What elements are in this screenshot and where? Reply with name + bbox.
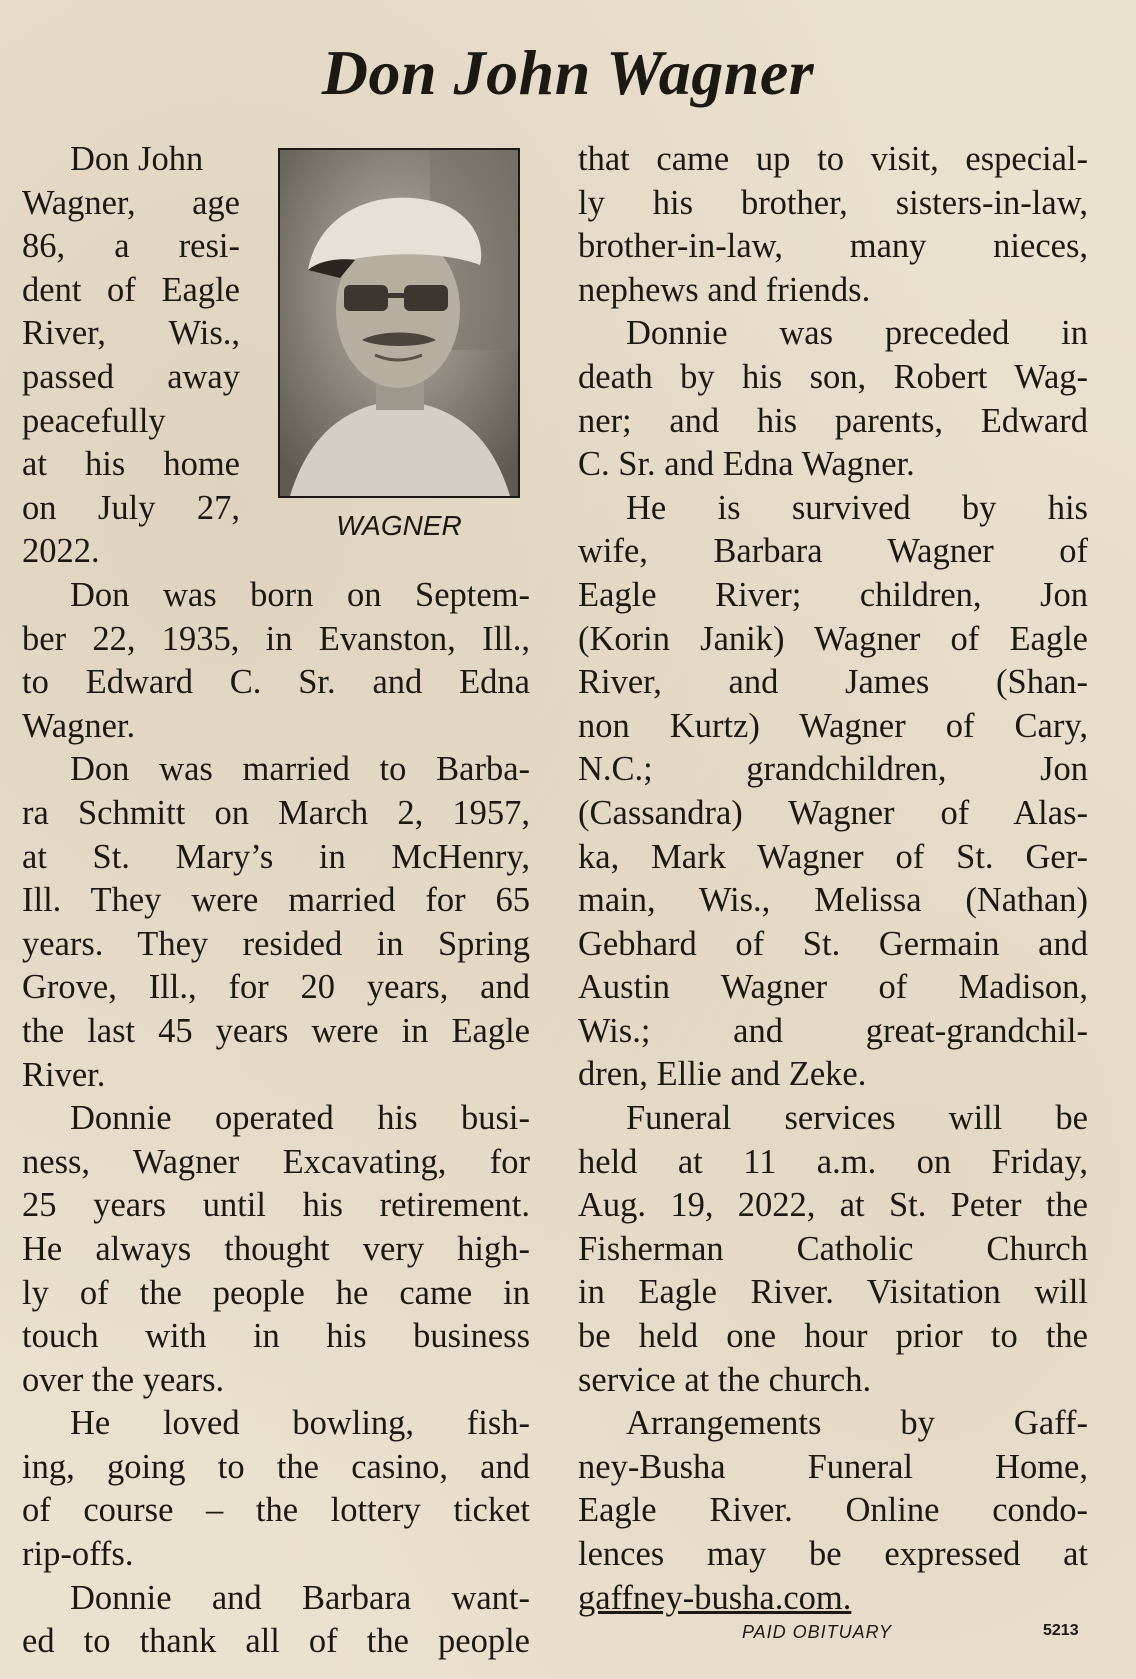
text-line: Austin Wagner of Madison,: [578, 968, 1088, 1007]
portrait-photo: [278, 148, 520, 498]
text-line: Funeral services will be: [626, 1099, 1088, 1138]
text-line: non Kurtz) Wagner of Cary,: [578, 706, 1088, 745]
text-line: Don was born on Septem-: [70, 576, 530, 614]
intro-line: 2022.: [22, 532, 100, 571]
text-line: Wis.; and great-grandchil-: [578, 1011, 1088, 1050]
text-line: Eagle River. Online condo-: [578, 1491, 1088, 1530]
text-line: held at 11 a.m. on Friday,: [578, 1142, 1088, 1181]
funeral-home-website-link[interactable]: gaffney-busha.com.: [578, 1578, 852, 1617]
text-line: He is survived by his: [626, 488, 1088, 527]
intro-line: Don John: [70, 140, 204, 178]
intro-line: passed away: [22, 357, 240, 396]
text-line: touch with in his business: [22, 1317, 530, 1356]
right-column-text: [578, 138, 1088, 1620]
text-line: ed to thank all of the people: [22, 1622, 530, 1661]
text-line: (Korin Janik) Wagner of Eagle: [578, 619, 1088, 658]
text-line: over the years.: [22, 1360, 225, 1399]
text-line: dren, Ellie and Zeke.: [578, 1055, 867, 1094]
text-line: years. They resided in Spring: [22, 924, 530, 963]
text-line: ka, Mark Wagner of St. Ger-: [578, 837, 1088, 876]
text-line: ber 22, 1935, in Evanston, Ill.,: [22, 619, 530, 658]
text-line: that came up to visit, especial-: [578, 140, 1088, 178]
text-line: Gebhard of St. Germain and: [578, 924, 1088, 963]
intro-line: on July 27,: [22, 488, 240, 527]
text-line: Grove, Ill., for 20 years, and: [22, 968, 530, 1007]
text-line: death by his son, Robert Wag-: [578, 357, 1088, 396]
text-line: Wagner.: [22, 706, 136, 745]
text-line: Arrangements by Gaff-: [626, 1404, 1088, 1443]
text-line: Donnie was preceded in: [626, 314, 1088, 353]
intro-line: dent of Eagle: [22, 270, 240, 309]
text-line: to Edward C. Sr. and Edna: [22, 663, 530, 702]
paid-obituary-label: PAID OBITUARY: [742, 1622, 893, 1642]
text-line: rip-offs.: [22, 1535, 134, 1574]
obituary-title: Don John Wagner: [321, 37, 815, 108]
text-line: C. Sr. and Edna Wagner.: [578, 445, 915, 484]
text-line: at St. Mary’s in McHenry,: [22, 837, 530, 876]
left-column-text: [22, 574, 530, 1664]
text-line: ney-Busha Funeral Home,: [578, 1447, 1088, 1486]
text-line: ness, Wagner Excavating, for: [22, 1142, 530, 1181]
intro-paragraph: [22, 138, 240, 574]
ad-code: 5213: [1043, 1622, 1079, 1639]
text-line: Fisherman Catholic Church: [578, 1229, 1088, 1268]
text-line: Eagle River; children, Jon: [578, 575, 1088, 614]
text-line: Don was married to Barba-: [70, 750, 530, 789]
text-line: main, Wis., Melissa (Nathan): [578, 881, 1088, 920]
text-line: wife, Barbara Wagner of: [578, 532, 1088, 571]
text-line: in Eagle River. Visitation will: [578, 1273, 1088, 1312]
intro-line: at his home: [22, 445, 240, 484]
text-line: ly of the people he came in: [22, 1273, 530, 1312]
text-line: nephews and friends.: [578, 270, 871, 309]
text-line: Aug. 19, 2022, at St. Peter the: [578, 1186, 1088, 1225]
text-line: Ill. They were married for 65: [22, 881, 530, 920]
text-line: N.C.; grandchildren, Jon: [578, 750, 1088, 789]
text-line: ner; and his parents, Edward: [578, 401, 1088, 440]
text-line: Donnie operated his busi-: [70, 1099, 530, 1138]
text-line: ly his brother, sisters-in-law,: [578, 183, 1088, 222]
text-line: 25 years until his retirement.: [22, 1186, 530, 1225]
intro-line: Wagner, age: [22, 183, 240, 222]
text-line: brother-in-law, many nieces,: [578, 227, 1088, 266]
text-line: the last 45 years were in Eagle: [22, 1011, 530, 1050]
text-line: ing, going to the casino, and: [22, 1447, 530, 1486]
intro-line: peacefully: [22, 401, 166, 440]
text-line: ra Schmitt on March 2, 1957,: [22, 793, 530, 832]
intro-line: River, Wis.,: [22, 314, 240, 353]
text-line: lences may be expressed at: [578, 1535, 1088, 1573]
intro-line: 86, a resi-: [22, 227, 240, 266]
text-line: be held one hour prior to the: [578, 1317, 1088, 1356]
text-line: River, and James (Shan-: [578, 663, 1088, 702]
text-line: River.: [22, 1055, 106, 1094]
portrait-image: [280, 150, 518, 496]
text-line: (Cassandra) Wagner of Alas-: [578, 793, 1088, 832]
text-line: of course – the lottery ticket: [22, 1491, 530, 1530]
text-line: He loved bowling, fish-: [70, 1404, 530, 1443]
text-line: service at the church.: [578, 1360, 872, 1399]
text-line: He always thought very high-: [22, 1229, 530, 1268]
photo-caption: WAGNER: [336, 510, 462, 541]
text-line: Donnie and Barbara want-: [70, 1578, 530, 1617]
